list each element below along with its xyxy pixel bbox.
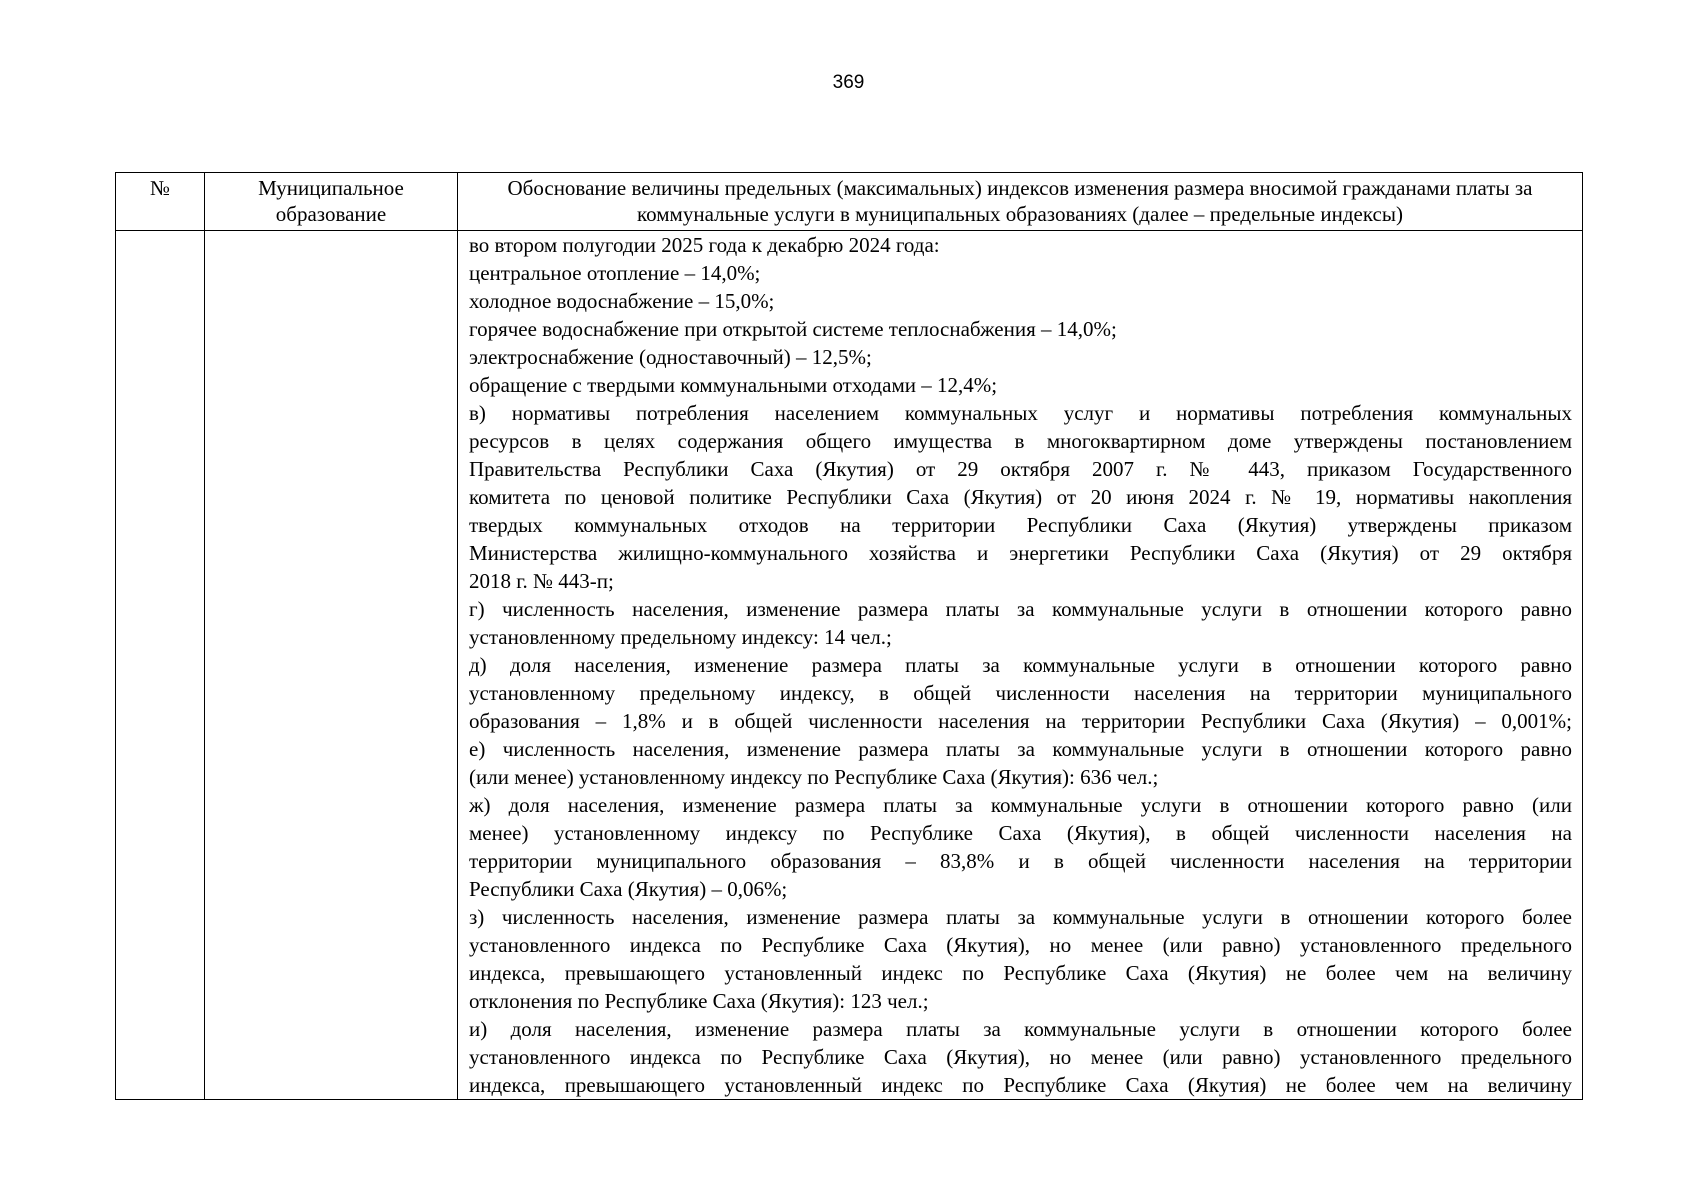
text-line: обращение с твердыми коммунальными отходами – 12,4%;	[469, 373, 998, 397]
justification-table	[115, 172, 1583, 1100]
text-line: д) доля населения, изменение размера платы за коммунальные услуги в отношении которого равно	[469, 653, 1572, 677]
text-line: в) нормативы потребления населением коммунальных услуг и нормативы потребления коммунальных	[469, 401, 1572, 425]
text-line: образования – 1,8% и в общей численности населения на территории Республики Саха (Якутия) – 0,001%;	[469, 709, 1572, 733]
text-line: отклонения по Республике Саха (Якутия): 123 чел.;	[469, 989, 929, 1013]
header-justification: Обоснование величины предельных (максимальных) индексов изменения размера вносимой гражданами платы за коммунальные услуги в муниципальных образованиях (далее – предельные индексы)	[458, 173, 1583, 231]
text-line: з) численность населения, изменение размера платы за коммунальные услуги в отношении которого более	[469, 905, 1572, 929]
text-line: 2018 г. № 443-п;	[469, 569, 614, 593]
cell-justification	[458, 231, 1583, 1100]
table-row	[116, 231, 1583, 1100]
text-line: и) доля населения, изменение размера платы за коммунальные услуги в отношении которого более	[469, 1017, 1572, 1041]
text-line: Министерства жилищно-коммунального хозяйства и энергетики Республики Саха (Якутия) от 29 октября	[469, 541, 1572, 565]
text-line: Правительства Республики Саха (Якутия) от 29 октября 2007 г. № 443, приказом Государственного	[469, 457, 1572, 481]
text-line: во втором полугодии 2025 года к декабрю 2024 года:	[469, 233, 940, 257]
text-line: ресурсов в целях содержания общего имущества в многоквартирном доме утверждены постановлением	[469, 429, 1572, 453]
text-line: установленному предельному индексу, в общей численности населения на территории муниципального	[469, 681, 1572, 705]
table-header-row	[116, 173, 1583, 231]
header-number: №	[116, 173, 205, 231]
text-line: горячее водоснабжение при открытой системе теплоснабжения – 14,0%;	[469, 317, 1117, 341]
text-line: комитета по ценовой политике Республики Саха (Якутия) от 20 июня 2024 г. № 19, нормативы накопления	[469, 485, 1572, 509]
text-line: холодное водоснабжение – 15,0%;	[469, 289, 775, 313]
text-line: (или менее) установленному индексу по Республике Саха (Якутия): 636 чел.;	[469, 765, 1159, 789]
page-number: 369	[832, 72, 865, 93]
cell-number	[116, 231, 205, 1100]
text-line: г) численность населения, изменение размера платы за коммунальные услуги в отношении которого равно	[469, 597, 1572, 621]
text-line: менее) установленному индексу по Республике Саха (Якутия), в общей численности населения на	[469, 821, 1572, 845]
text-line: электроснабжение (одноставочный) – 12,5%;	[469, 345, 872, 369]
text-line: территории муниципального образования – 83,8% и в общей численности населения на территории	[469, 849, 1572, 873]
text-line: твердых коммунальных отходов на территории Республики Саха (Якутия) утверждены приказом	[469, 513, 1572, 537]
header-municipality: Муниципальное образование	[205, 173, 458, 231]
text-line: индекса, превышающего установленный индекс по Республике Саха (Якутия) не более чем на величину	[469, 1073, 1572, 1097]
cell-municipality	[205, 231, 458, 1100]
text-line: Республики Саха (Якутия) – 0,06%;	[469, 877, 788, 901]
text-line: центральное отопление – 14,0%;	[469, 261, 761, 285]
text-line: е) численность населения, изменение размера платы за коммунальные услуги в отношении которого равно	[469, 737, 1572, 761]
text-line: установленному предельному индексу: 14 чел.;	[469, 625, 892, 649]
text-line: ж) доля населения, изменение размера платы за коммунальные услуги в отношении которого равно (или	[469, 793, 1572, 817]
text-line: установленного индекса по Республике Саха (Якутия), но менее (или равно) установленного предельного	[469, 1045, 1572, 1069]
text-line: установленного индекса по Республике Саха (Якутия), но менее (или равно) установленного предельного	[469, 933, 1572, 957]
text-line: индекса, превышающего установленный индекс по Республике Саха (Якутия) не более чем на величину	[469, 961, 1572, 985]
